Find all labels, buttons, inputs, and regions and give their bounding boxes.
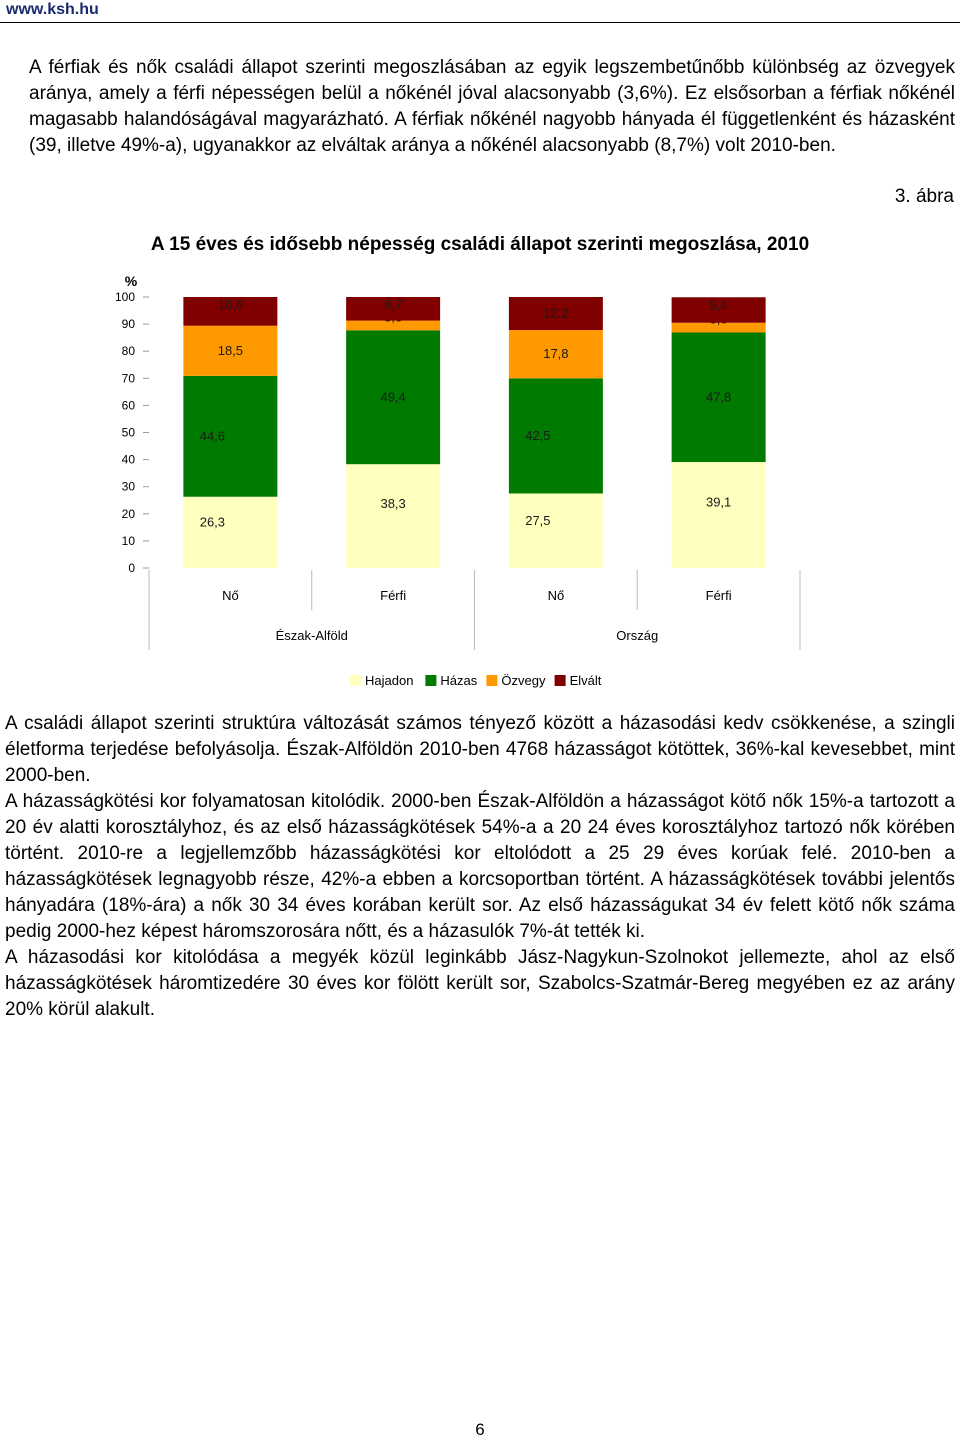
group-label: Észak-Alföld [275, 628, 348, 643]
data-label: 38,3 [380, 495, 406, 511]
legend-swatch [486, 675, 497, 686]
data-label: 26,3 [199, 514, 226, 530]
data-label: 12,2 [543, 305, 569, 321]
y-tick-label: 80 [121, 344, 135, 359]
bar-segment [509, 493, 603, 568]
y-tick-label: 100 [114, 290, 135, 304]
y-tick-label: 40 [121, 452, 135, 467]
data-label: 9,4 [709, 297, 728, 313]
page-number: 6 [475, 1420, 485, 1439]
category-label: Nő [222, 588, 239, 603]
figure-number: 3. ábra [894, 186, 954, 207]
y-axis-label: % [124, 273, 138, 289]
data-label: 18,5 [217, 342, 244, 358]
data-label: 8,7 [384, 297, 403, 312]
data-label: 47,8 [705, 389, 732, 405]
y-tick-label: 60 [121, 398, 135, 413]
legend-label: Elvált [569, 673, 602, 688]
data-label: 39,1 [705, 494, 732, 510]
legend-swatch [425, 675, 436, 686]
stacked-bar-chart [0, 260, 960, 700]
y-tick-label: 0 [128, 561, 135, 575]
y-tick-label: 70 [121, 371, 135, 386]
data-label: 17,8 [543, 346, 569, 362]
data-label: 44,6 [199, 428, 226, 444]
data-label: 42,5 [525, 427, 551, 443]
legend-label: Hajadon [365, 673, 414, 688]
y-tick-label: 50 [121, 425, 135, 440]
y-tick-label: 30 [121, 479, 135, 494]
data-label: 10,6 [217, 297, 244, 312]
body-paragraph-3: A házasodási kor kitolódása a megyék közül leginkább Jász-Nagykun-Szolnokot jellemezte, ahol az első házasságkötések háromtizedére 30 éves kor fölött került sor, Szabolcs-Szatmár-Bereg megyében ez az arány 20% körül alakult. [5, 947, 955, 1020]
bar-segment [346, 464, 440, 568]
category-label: Férfi [705, 588, 732, 603]
bar-segment [672, 462, 766, 568]
category-label: Férfi [380, 588, 407, 603]
legend-swatch [555, 675, 566, 686]
group-label: Ország [616, 628, 659, 643]
body-paragraph-1: A családi állapot szerinti struktúra változását számos tényező között a házasodási kedv csökkenése, a szingli életforma terjedése befolyásolja. Észak-Alföldön 2010-ben 4768 házasságot kötöttek, 36%-kal kevesebbet, mint 2000-ben. [5, 713, 955, 786]
header-divider [0, 22, 960, 23]
bar-segment [509, 378, 603, 493]
body-text [5, 711, 955, 1023]
y-tick-label: 20 [121, 506, 135, 521]
category-label: Nő [547, 588, 565, 603]
intro-paragraph: A férfiak és nők családi állapot szerinti megoszlásában az egyik legszembetűnőbb különbség az özvegyek aránya, amely a férfi népességen belül a nőkénél jóval alacsonyabb (3,6%). Ez elsősorban a férfiak nőkénél magasabb halandóságával magyarázható. A férfiak nőkénél nagyobb hányada él függetlenként és házasként (39, illetve 49%-a), ugyanakkor az elváltak aránya a nőkénél alacsonyabb (8,7%) volt 2010-ben. [29, 57, 955, 156]
body-paragraph-2: A házasságkötési kor folyamatosan kitolódik. 2000-ben Észak-Alföldön a házasságot kötő nők 15%-a tartozott a 20 év alatti korosztályhoz, és az első házasságkötések 54%-a a 20 24 éves korosztályhoz tartozó nők körében történt. 2010-re a legjellemzőbb házasságkötési kor eltolódott a 25 29 éves korúak felé. 2010-ben a házasságkötések legnagyobb része, 42%-a ebben a korcsoportban történt. A házasságkötések további jelentős hányadára (18%-ára) a nők 30 34 éves korában került sor. Az első házasságukat 34 év felett kötő nők száma pedig 2000-hez képest háromszorosára nőtt, és a házasulók 7%-át tették ki. [5, 791, 955, 942]
legend-swatch [350, 675, 361, 686]
site-url[interactable]: www.ksh.hu [6, 1, 99, 18]
bar-segment [183, 497, 277, 568]
bar-segment [183, 376, 277, 497]
y-tick-label: 10 [121, 533, 135, 548]
chart-title: A 15 éves és idősebb népesség családi állapot szerinti megoszlása, 2010 [150, 234, 810, 255]
data-label: 27,5 [525, 512, 551, 528]
legend-label: Házas [440, 673, 478, 688]
legend-label: Özvegy [501, 673, 546, 688]
y-tick-label: 90 [121, 317, 135, 332]
data-label: 49,4 [380, 389, 406, 405]
